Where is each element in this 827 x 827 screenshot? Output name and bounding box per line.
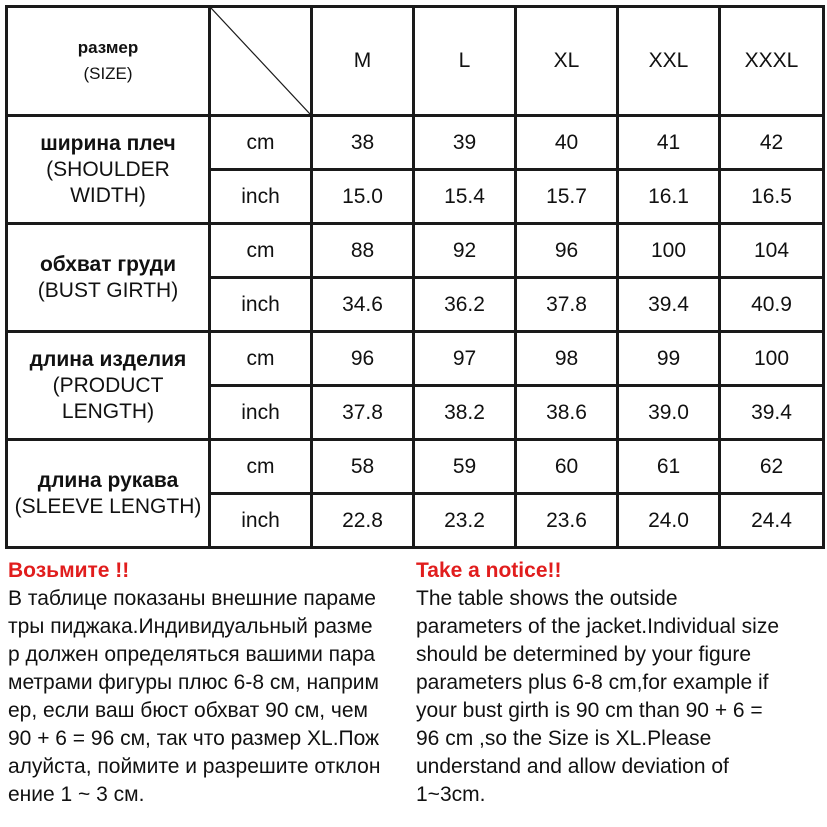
unit-cell: inch [210,170,312,224]
size-l-header: L [414,7,516,116]
size-label-en: (SIZE) [83,64,133,83]
value-cell: 39.4 [618,278,720,332]
note-russian [8,557,408,809]
value-cell: 34.6 [312,278,414,332]
value-cell: 39.4 [720,386,824,440]
value-cell: 61 [618,440,720,494]
measure-label-en: (SLEEVE LENGTH) [14,494,202,518]
sleeve-length-label [7,440,210,548]
value-cell: 100 [618,224,720,278]
value-cell: 100 [720,332,824,386]
unit-cell: cm [210,332,312,386]
size-header-label [7,7,210,116]
sleeve-length-cm-row [7,440,824,494]
value-cell: 16.5 [720,170,824,224]
value-cell: 60 [516,440,618,494]
size-xxxl-header: XXXL [720,7,824,116]
product-length-label [7,332,210,440]
value-cell: 41 [618,116,720,170]
value-cell: 92 [414,224,516,278]
size-xl-header: XL [516,7,618,116]
value-cell: 22.8 [312,494,414,548]
measure-label-en: (BUST GIRTH) [37,278,179,302]
measure-label-en: (PRODUCT LENGTH) [52,373,164,423]
value-cell: 99 [618,332,720,386]
value-cell: 98 [516,332,618,386]
value-cell: 37.8 [516,278,618,332]
value-cell: 62 [720,440,824,494]
diagonal-line [211,8,310,114]
value-cell: 39.0 [618,386,720,440]
value-cell: 15.4 [414,170,516,224]
value-cell: 37.8 [312,386,414,440]
value-cell: 59 [414,440,516,494]
bust-girth-cm-row [7,224,824,278]
note-body-en: The table shows the outside parameters of the jacket.Individual size should be determined by your figure parameters plus 6-8 cm,for example if your bust girth is 90 cm than 90 + 6 = 96 cm ,so the Size is XL.Please understand and allow deviation of 1~3cm. [416,587,780,806]
unit-cell: cm [210,116,312,170]
value-cell: 39 [414,116,516,170]
value-cell: 96 [516,224,618,278]
product-length-cm-row [7,332,824,386]
unit-cell: inch [210,494,312,548]
unit-cell: inch [210,386,312,440]
value-cell: 97 [414,332,516,386]
value-cell: 58 [312,440,414,494]
shoulder-width-label [7,116,210,224]
note-title-ru: Возьмите !! [8,559,130,582]
value-cell: 104 [720,224,824,278]
shoulder-width-cm-row [7,116,824,170]
note-body-ru: В таблице показаны внешние параме тры пиджака.Индивидуальный разме р должен определяться вашими пара метрами фигуры плюс 6-8 см, наприм ер, если ваш бюст обхват 90 см, чем 90 + 6 = 96 см, так что размер XL.Пож алуйста, поймите и разрешите отклон ение 1 ~ 3 см. [8,587,381,806]
value-cell: 40 [516,116,618,170]
value-cell: 96 [312,332,414,386]
size-m-header: M [312,7,414,116]
unit-cell: cm [210,440,312,494]
value-cell: 15.0 [312,170,414,224]
unit-cell: inch [210,278,312,332]
value-cell: 38.6 [516,386,618,440]
diagonal-corner-cell [210,7,312,116]
value-cell: 24.0 [618,494,720,548]
value-cell: 23.6 [516,494,618,548]
value-cell: 42 [720,116,824,170]
size-chart-table [5,5,825,549]
note-title-en: Take a notice!! [416,559,562,582]
value-cell: 15.7 [516,170,618,224]
measure-label-en: (SHOULDER WIDTH) [46,157,170,207]
unit-cell: cm [210,224,312,278]
value-cell: 23.2 [414,494,516,548]
value-cell: 36.2 [414,278,516,332]
value-cell: 16.1 [618,170,720,224]
measure-label-ru: длина рукава [37,468,179,492]
value-cell: 38.2 [414,386,516,440]
measure-label-ru: ширина плеч [40,131,176,155]
value-cell: 88 [312,224,414,278]
value-cell: 38 [312,116,414,170]
value-cell: 24.4 [720,494,824,548]
measure-label-ru: длина изделия [29,347,187,371]
note-english [416,557,821,809]
size-xxl-header: XXL [618,7,720,116]
value-cell: 40.9 [720,278,824,332]
bust-girth-label [7,224,210,332]
size-label-ru: размер [77,38,139,57]
measure-label-ru: обхват груди [39,252,177,276]
size-header-row [7,7,824,116]
